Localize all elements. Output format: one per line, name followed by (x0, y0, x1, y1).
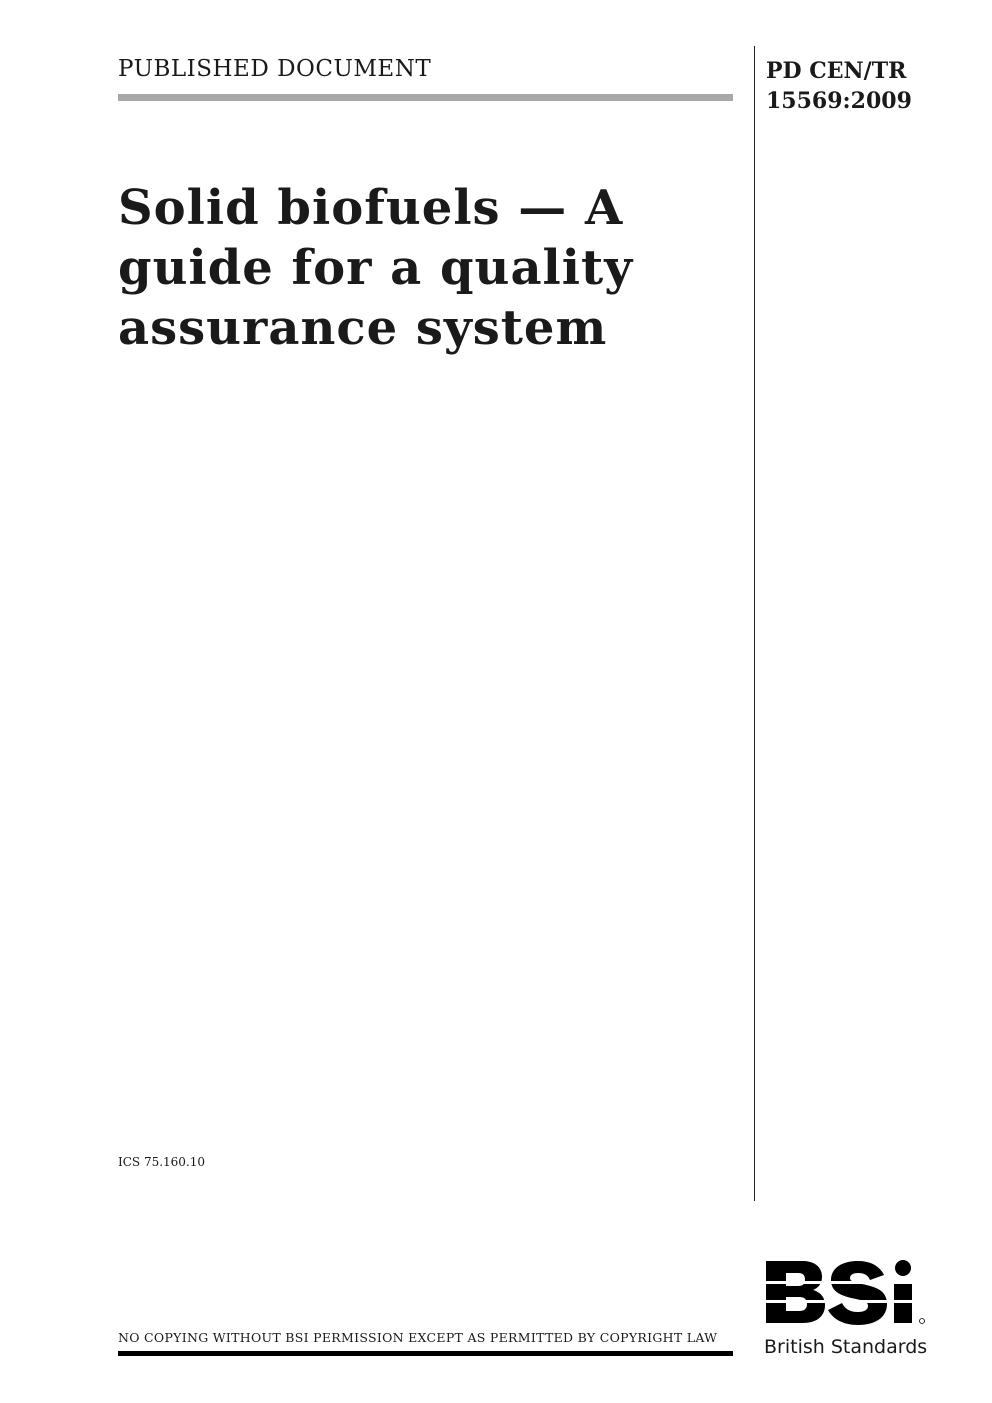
ics-code: ICS 75.160.10 (118, 1155, 206, 1169)
title-line: Solid biofuels — A (118, 180, 624, 236)
title-line: guide for a quality (118, 240, 634, 296)
footer-divider (118, 1351, 733, 1356)
document-title (118, 178, 738, 358)
document-number-line: 15569:2009 (766, 88, 912, 114)
copyright-notice: NO COPYING WITHOUT BSI PERMISSION EXCEPT AS PERMITTED BY COPYRIGHT LAW (118, 1330, 718, 1345)
bsi-brand-name: British Standards (764, 1336, 928, 1358)
header-divider (118, 94, 733, 101)
document-number (766, 56, 912, 116)
document-type-label: PUBLISHED DOCUMENT (118, 56, 432, 82)
column-divider (754, 46, 755, 1201)
document-number-line: PD CEN/TR (766, 58, 907, 84)
title-line: assurance system (118, 300, 608, 356)
